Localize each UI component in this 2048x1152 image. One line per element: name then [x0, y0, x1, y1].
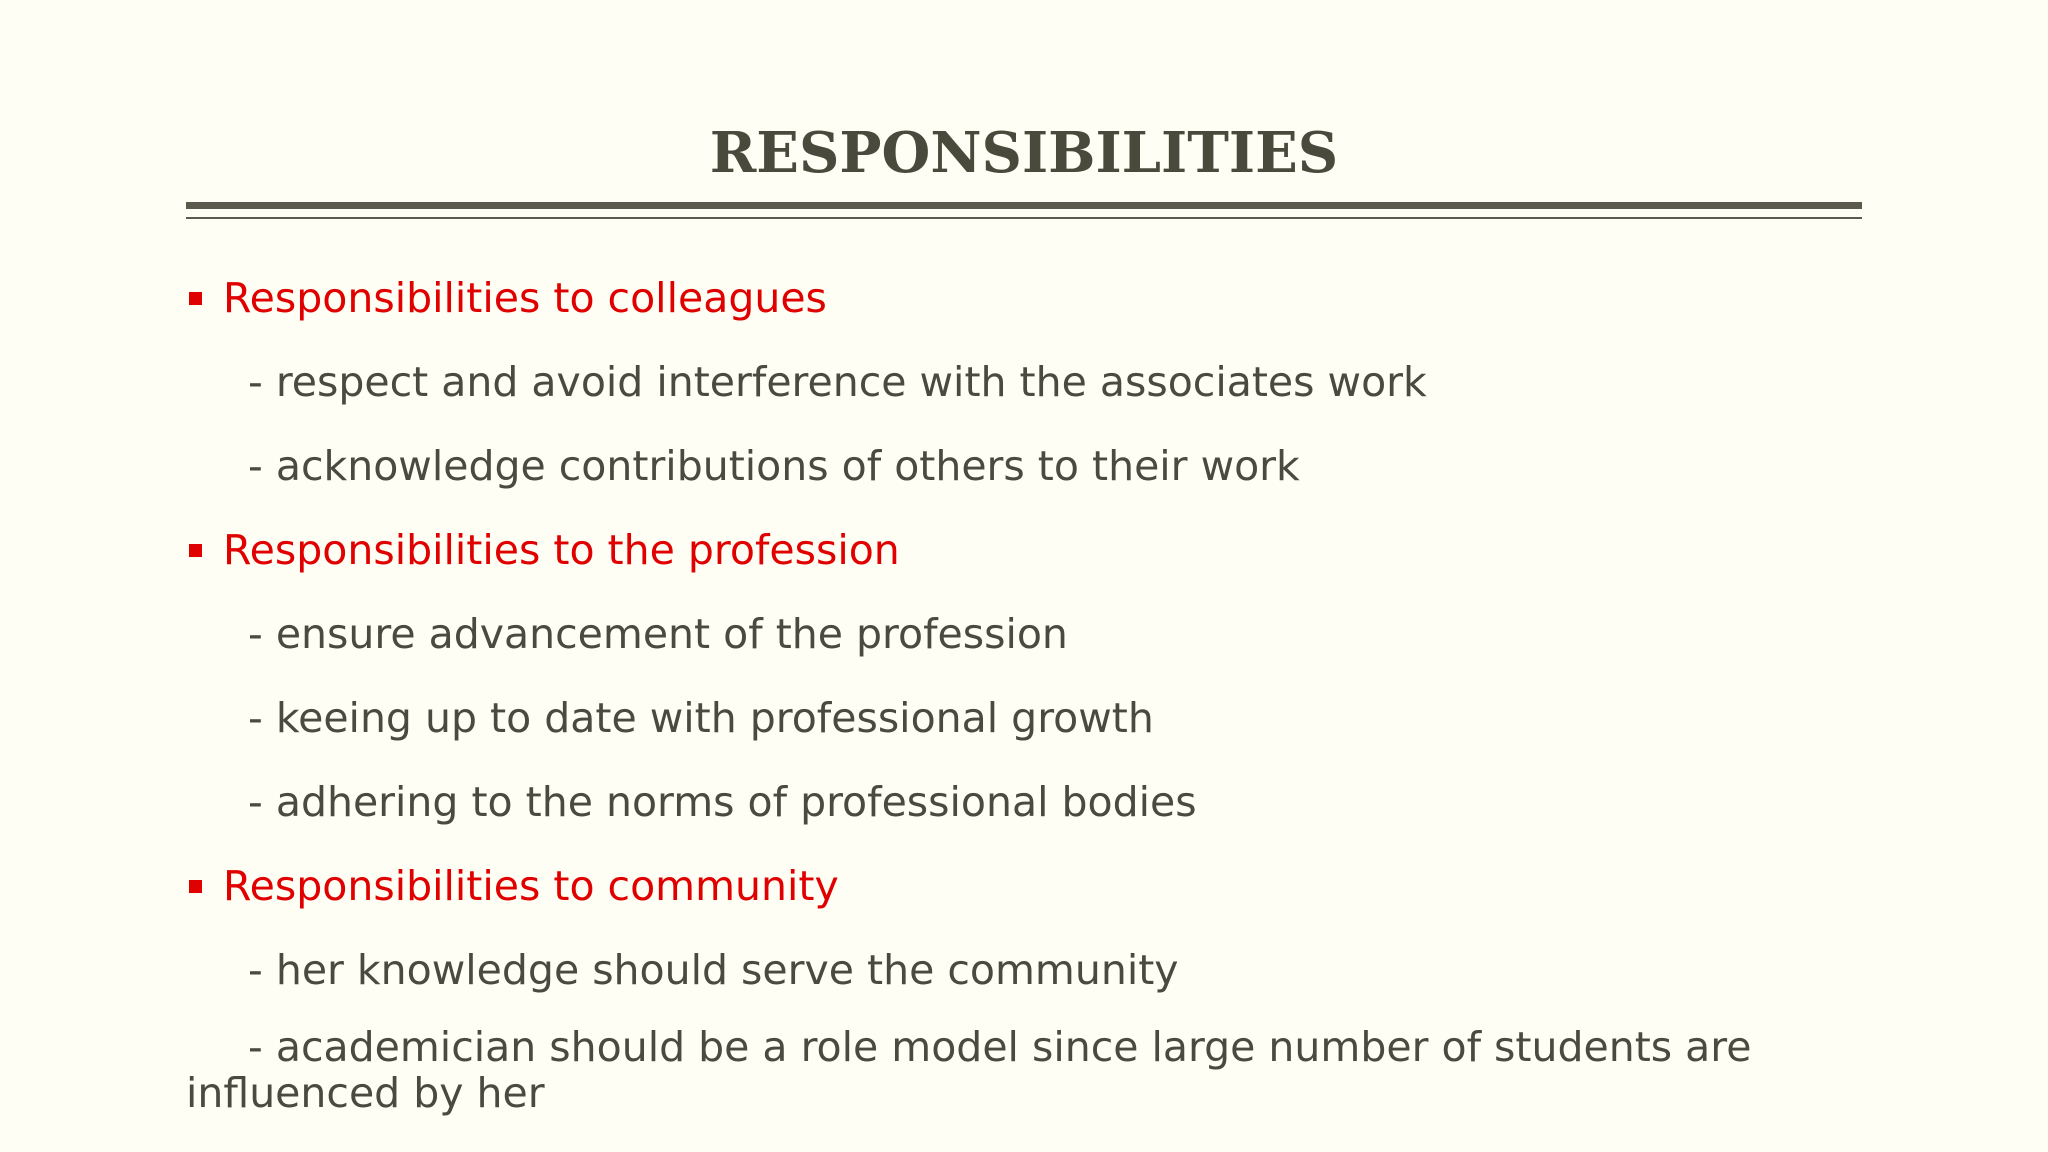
- square-bullet-icon: [189, 292, 202, 305]
- section-heading-community: [186, 856, 1986, 916]
- title-rule-thin: [186, 217, 1862, 219]
- section-heading-colleagues: [186, 268, 1986, 328]
- section-heading-profession: [186, 520, 1986, 580]
- list-item: - her knowledge should serve the community: [248, 946, 1179, 994]
- list-item: - keeing up to date with professional growth: [248, 694, 1154, 742]
- section-heading-text: Responsibilities to the profession: [223, 526, 900, 574]
- square-bullet-icon: [189, 544, 202, 557]
- list-item: - respect and avoid interference with the associates work: [248, 358, 1427, 406]
- title-rule-thick: [186, 202, 1862, 209]
- list-item: - academician should be a role model since large number of students are influenced by her: [186, 1023, 1752, 1117]
- square-bullet-icon: [189, 880, 202, 893]
- list-item: - acknowledge contributions of others to their work: [248, 442, 1300, 490]
- section-heading-text: Responsibilities to community: [223, 862, 839, 910]
- list-item: - adhering to the norms of professional bodies: [248, 778, 1197, 826]
- slide-content: [186, 268, 1986, 1116]
- list-item: - ensure advancement of the profession: [248, 610, 1068, 658]
- section-heading-text: Responsibilities to colleagues: [223, 274, 827, 322]
- slide-title: RESPONSIBILITIES: [709, 120, 1339, 186]
